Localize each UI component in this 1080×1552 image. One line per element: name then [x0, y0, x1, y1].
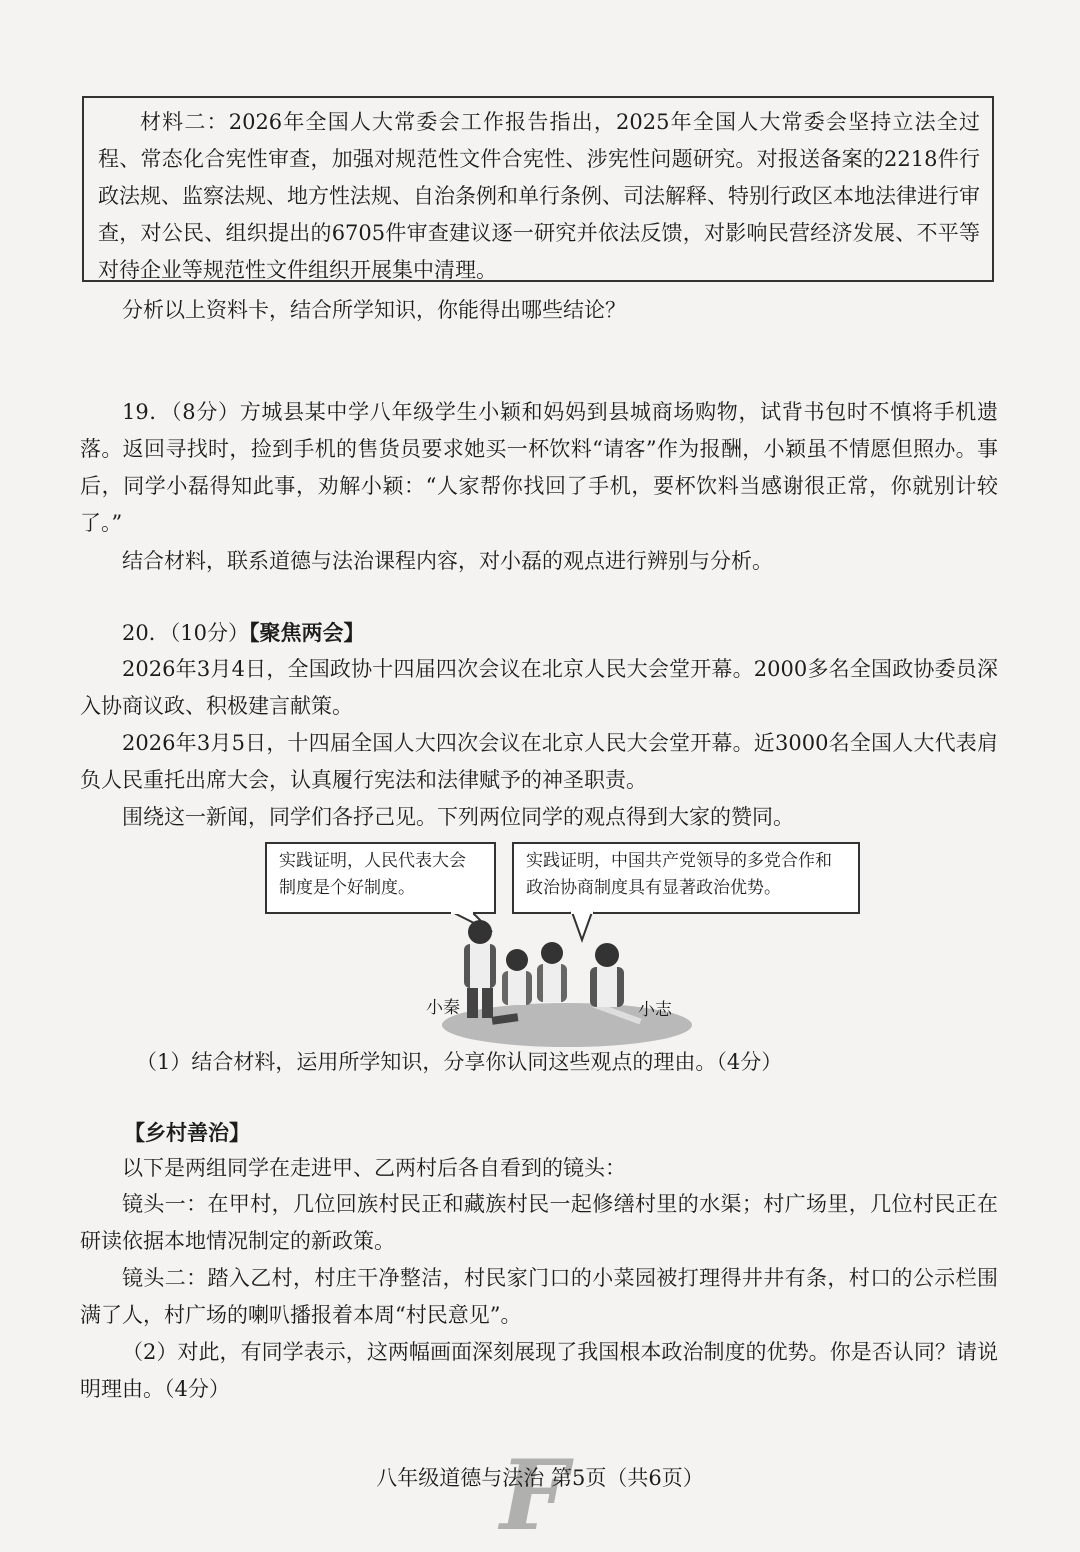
question-20-shot2: 镜头二：踏入乙村，村庄干净整洁，村民家门口的小菜园被打理得井井有条，村口的公示栏围满了人，村广场的喇叭播报着本周“村民意见”。: [80, 1266, 998, 1327]
section-rural-governance: 【乡村善治】: [124, 1120, 250, 1145]
student-name-right: 小志: [638, 1000, 672, 1020]
question-19-prompt: 结合材料，联系道德与法治课程内容，对小磊的观点进行辨别与分析。: [122, 549, 773, 573]
watermark-letter: F: [500, 1439, 569, 1552]
question-20-header: [80, 614, 998, 652]
material-two-box: 材料二：2026年全国人大常委会工作报告指出，2025年全国人大常委会坚持立法全过程、常态化合宪性审查，加强对规范性文件合宪性、涉宪性问题研究。对报送备案的2218件行政法规、监察法规、地方性法规、自治条例和单行条例、司法解释、特别行政区本地法律进行审查，对公民、组织提出的6705件审查建议逐一研究并依法反馈，对影响民营经济发展、不平等对待企业等规范性文件组织开展集中清理。: [82, 96, 994, 282]
question-20-sub1: （1）结合材料，运用所学知识，分享你认同这些观点的理由。（4分）: [136, 1050, 783, 1074]
students-discussion-illustration: [262, 840, 862, 1050]
speech-bubble-right: 实践证明，中国共产党领导的多党合作和政治协商制度具有显著政治优势。: [512, 842, 860, 914]
question-20-number: 20．（10分）: [122, 621, 249, 645]
question-20-para3: 围绕这一新闻，同学们各抒己见。下列两位同学的观点得到大家的赞同。: [122, 805, 794, 829]
question-18-prompt: 分析以上资料卡，结合所学知识，你能得出哪些结论？: [122, 298, 626, 322]
question-20-para1: 2026年3月4日，全国政协十四届四次会议在北京人民大会堂开幕。2000多名全国政协委员深入协商议政、积极建言献策。: [80, 657, 998, 718]
section-focus-two-sessions: 【聚焦两会】: [248, 620, 365, 645]
question-20-shot1: 镜头一：在甲村，几位回族村民正和藏族村民一起修缮村里的水渠；村广场里，几位村民正在研读依据本地情况制定的新政策。: [80, 1192, 998, 1253]
page-footer: 八年级道德与法治 第5页（共6页）: [376, 1466, 704, 1490]
question-20-para4: 以下是两组同学在走进甲、乙两村后各自看到的镜头：: [122, 1156, 626, 1180]
question-20-para2: 2026年3月5日，十四届全国人大四次会议在北京人民大会堂开幕。近3000名全国人大代表肩负人民重托出席大会，认真履行宪法和法律赋予的神圣职责。: [80, 731, 998, 792]
speech-bubble-left: 实践证明，人民代表大会制度是个好制度。: [265, 842, 496, 914]
question-20-sub2: （2）对此，有同学表示，这两幅画面深刻展现了我国根本政治制度的优势。你是否认同？请说明理由。（4分）: [80, 1340, 998, 1401]
student-name-left: 小秦: [426, 998, 460, 1018]
question-19-text: 19．（8分）方城县某中学八年级学生小颖和妈妈到县城商场购物，试背书包时不慎将手机遗落。返回寻找时，捡到手机的售货员要求她买一杯饮料“请客”作为报酬，小颖虽不情愿但照办。事后，同学小磊得知此事，劝解小颖：“人家帮你找回了手机，要杯饮料当感谢很正常，你就别计较了。”: [80, 400, 998, 535]
